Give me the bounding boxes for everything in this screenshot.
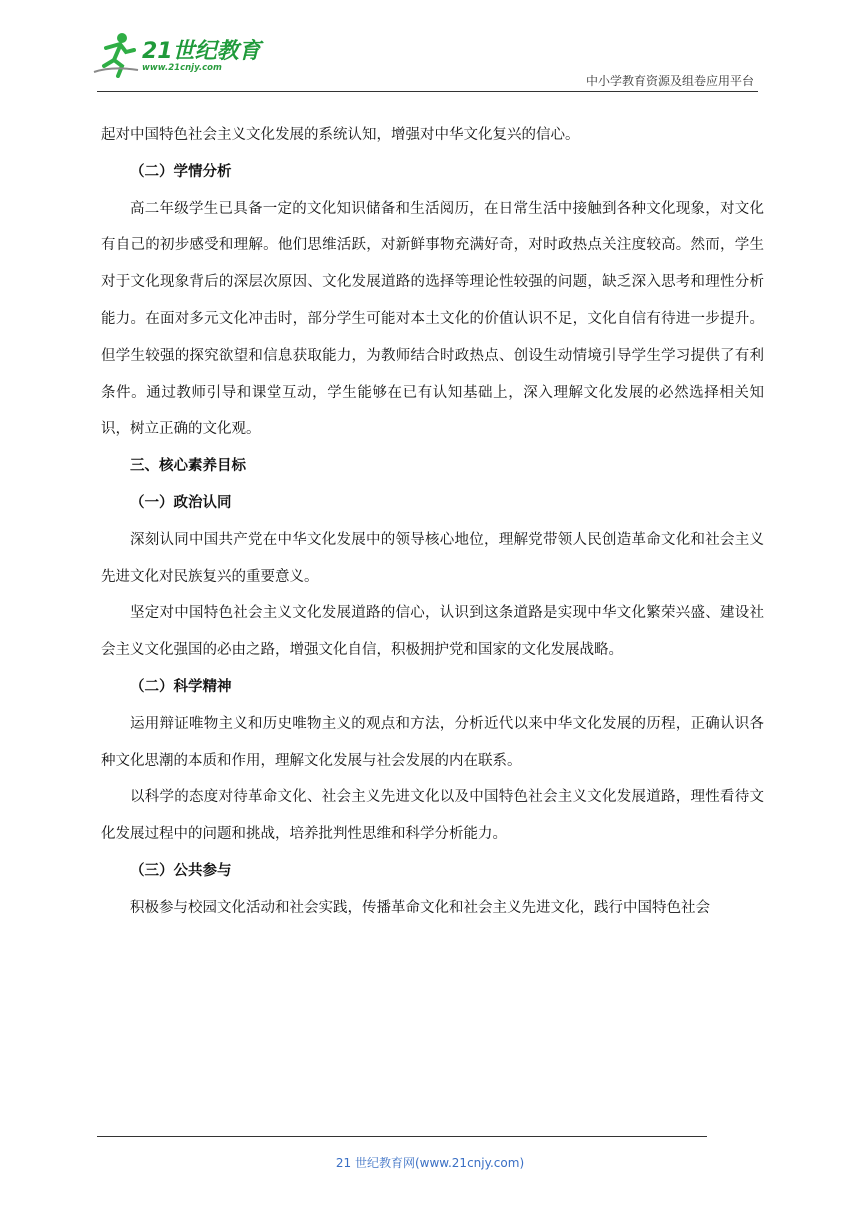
logo-url: www.21cnjy.com (142, 63, 222, 73)
footer-link[interactable]: 21 世纪教育网(www.21cnjy.com) (335, 1156, 525, 1170)
platform-tagline: 中小学教育资源及组卷应用平台 (585, 74, 754, 88)
section-heading: （一）政治认同 (130, 494, 232, 511)
logo-text: 21世纪教育 (142, 39, 261, 64)
section-heading: （二）学情分析 (130, 163, 232, 180)
body-paragraph: 以科学的态度对待革命文化、社会主义先进文化以及中国特色社会主义文化发展道路，理性看待文化发展过程中的问题和挑战，培养批判性思维和科学分析能力。 (101, 789, 764, 843)
section-heading: （二）科学精神 (130, 678, 232, 695)
site-logo[interactable] (92, 30, 267, 80)
body-paragraph: 高二年级学生已具备一定的文化知识储备和生活阅历，在日常生活中接触到各种文化现象，对文化有自己的初步感受和理解。他们思维活跃，对新鲜事物充满好奇，对时政热点关注度较高。然而，学生对于文化现象背后的深层次原因、文化发展道路的选择等理论性较强的问题，缺乏深入思考和理性分析能力。在面对多元文化冲击时，部分学生可能对本土文化的价值认识不足，文化自信有待进一步提升。但学生较强的探究欲望和信息获取能力，为教师结合时政热点、创设生动情境引导学生学习提供了有利条件。通过教师引导和课堂互动，学生能够在已有认知基础上，深入理解文化发展的必然选择相关知识，树立正确的文化观。 (101, 200, 764, 438)
section-heading: 三、核心素养目标 (130, 458, 246, 475)
page-header (0, 0, 860, 100)
body-paragraph: 坚定对中国特色社会主义文化发展道路的信心，认识到这条道路是实现中华文化繁荣兴盛、建设社会主义文化强国的必由之路，增强文化自信，积极拥护党和国家的文化发展战略。 (101, 605, 764, 659)
body-paragraph: 积极参与校园文化活动和社会实践，传播革命文化和社会主义先进文化，践行中国特色社会 (130, 899, 710, 916)
body-paragraph: 起对中国特色社会主义文化发展的系统认知，增强对中华文化复兴的信心。 (101, 127, 580, 143)
section-heading: （三）公共参与 (130, 862, 232, 879)
body-paragraph: 深刻认同中国共产党在中华文化发展中的领导核心地位，理解党带领人民创造革命文化和社会主义先进文化对民族复兴的重要意义。 (101, 531, 764, 585)
runner-logo-icon (92, 30, 140, 78)
header-divider (97, 91, 758, 92)
document-body (101, 117, 764, 927)
body-paragraph: 运用辩证唯物主义和历史唯物主义的观点和方法，分析近代以来中华文化发展的历程，正确认识各种文化思潮的本质和作用，理解文化发展与社会发展的内在联系。 (101, 715, 764, 769)
footer-divider (97, 1136, 707, 1137)
